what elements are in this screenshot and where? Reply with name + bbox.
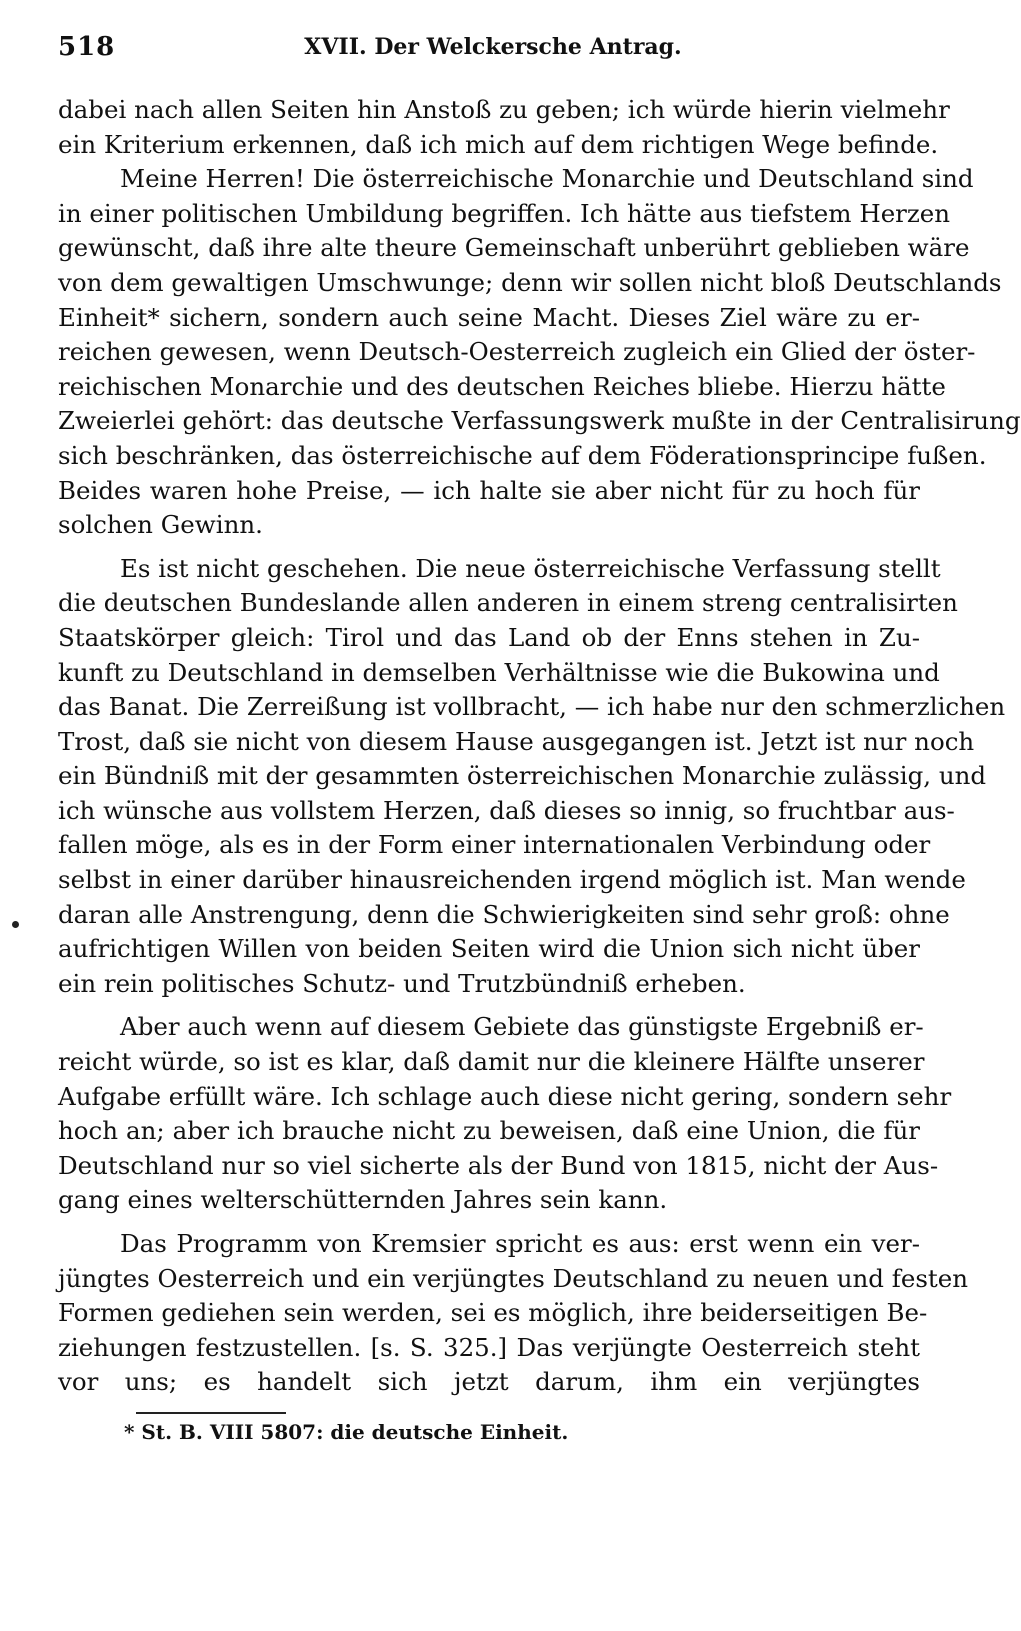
text-line: Beides waren hohe Preise, — ich halte sie aber nicht für zu hoch für (58, 475, 920, 505)
text-line: Zweierlei gehört: das deutsche Verfassungswerk mußte in der Centralisirung (58, 406, 1021, 436)
text-line: daran alle Anstrengung, denn die Schwierigkeiten sind sehr groß: ohne (58, 899, 950, 929)
text-line: Trost, daß sie nicht von diesem Hause ausgegangen ist. Jetzt ist nur noch (58, 726, 975, 756)
text-line: Deutschland nur so viel sicherte als der Bund von 1815, nicht der Aus- (58, 1150, 939, 1180)
text-line: ziehungen festzustellen. [s. S. 325.] Das verjüngte Oesterreich steht (58, 1332, 920, 1362)
running-title: XVII. Der Welckersche Antrag. (304, 34, 682, 60)
footnote: * St. B. VIII 5807: die deutsche Einheit. (124, 1420, 569, 1444)
paragraph (58, 1010, 952, 1218)
text-line: Staatskörper gleich: Tirol und das Land ob der Enns stehen in Zu- (58, 622, 920, 652)
text-line: reichischen Monarchie und des deutschen Reiches bliebe. Hierzu hätte (58, 371, 946, 401)
text-line: ich wünsche aus vollstem Herzen, daß dieses so innig, so fruchtbar aus- (58, 795, 955, 825)
text-line: gang eines welterschütternden Jahres sein kann. (58, 1185, 668, 1215)
text-line: selbst in einer darüber hinausreichenden irgend möglich ist. Man wende (58, 865, 966, 895)
text-line: kunft zu Deutschland in demselben Verhältnisse wie die Bukowina und (58, 657, 940, 687)
text-line: jüngtes Oesterreich und ein verjüngtes Deutschland zu neuen und festen (58, 1263, 969, 1293)
text-line: das Banat. Die Zerreißung ist vollbracht, — ich habe nur den schmerzlichen (58, 692, 1006, 722)
margin-ink-dot (12, 921, 19, 928)
text-line: fallen möge, als es in der Form einer internationalen Verbindung oder (58, 830, 931, 860)
text-line: vor uns; es handelt sich jetzt darum, ihm ein verjüngtes (58, 1367, 920, 1397)
body-text (58, 93, 1021, 1400)
text-line: ein Bündniß mit der gesammten österreichischen Monarchie zulässig, und (58, 761, 987, 791)
paragraph (58, 552, 1006, 1002)
text-line: ein rein politisches Schutz- und Trutzbündniß erheben. (58, 968, 746, 998)
text-line: Formen gediehen sein werden, sei es möglich, ihre beiderseitigen Be- (58, 1298, 928, 1328)
text-line: solchen Gewinn. (58, 510, 263, 540)
text-line: Einheit* sichern, sondern auch seine Macht. Dieses Ziel wäre zu er- (58, 302, 920, 332)
paragraph (58, 1227, 969, 1400)
page-number: 518 (58, 32, 116, 62)
text-line: hoch an; aber ich brauche nicht zu beweisen, daß eine Union, die für (58, 1116, 920, 1146)
text-line: von dem gewaltigen Umschwunge; denn wir sollen nicht bloß Deutschlands (58, 267, 1002, 297)
text-line: Das Programm von Kremsier spricht es aus: erst wenn ein ver- (120, 1229, 920, 1258)
page-header (58, 32, 928, 72)
text-line: reichen gewesen, wenn Deutsch-Oesterreich zugleich ein Glied der öster- (58, 337, 976, 367)
paragraph-gap (58, 1001, 920, 1010)
paragraph (58, 162, 1021, 543)
text-line: reicht würde, so ist es klar, daß damit nur die kleinere Hälfte unserer (58, 1047, 925, 1077)
text-line: Aufgabe erfüllt wäre. Ich schlage auch diese nicht gering, sondern sehr (58, 1081, 952, 1111)
text-line: aufrichtigen Willen von beiden Seiten wird die Union sich nicht über (58, 934, 920, 964)
paragraph-gap (58, 543, 920, 552)
paragraph (58, 93, 950, 162)
text-line: ein Kriterium erkennen, daß ich mich auf dem richtigen Wege befinde. (58, 129, 939, 159)
text-line: in einer politischen Umbildung begriffen. Ich hätte aus tiefstem Herzen (58, 198, 951, 228)
text-line: Aber auch wenn auf diesem Gebiete das günstigste Ergebniß er- (120, 1012, 924, 1042)
text-line: dabei nach allen Seiten hin Anstoß zu geben; ich würde hierin vielmehr (58, 95, 950, 124)
text-line: die deutschen Bundeslande allen anderen in einem streng centralisirten (58, 588, 958, 618)
footnote-rule (136, 1412, 286, 1414)
text-line: Es ist nicht geschehen. Die neue österreichische Verfassung stellt (120, 553, 941, 583)
paragraph-gap (58, 1218, 920, 1227)
text-line: gewünscht, daß ihre alte theure Gemeinschaft unberührt geblieben wäre (58, 233, 970, 263)
text-line: Meine Herren! Die österreichische Monarchie und Deutschland sind (120, 164, 974, 194)
text-line: sich beschränken, das österreichische auf dem Föderationsprincipe fußen. (58, 440, 987, 470)
